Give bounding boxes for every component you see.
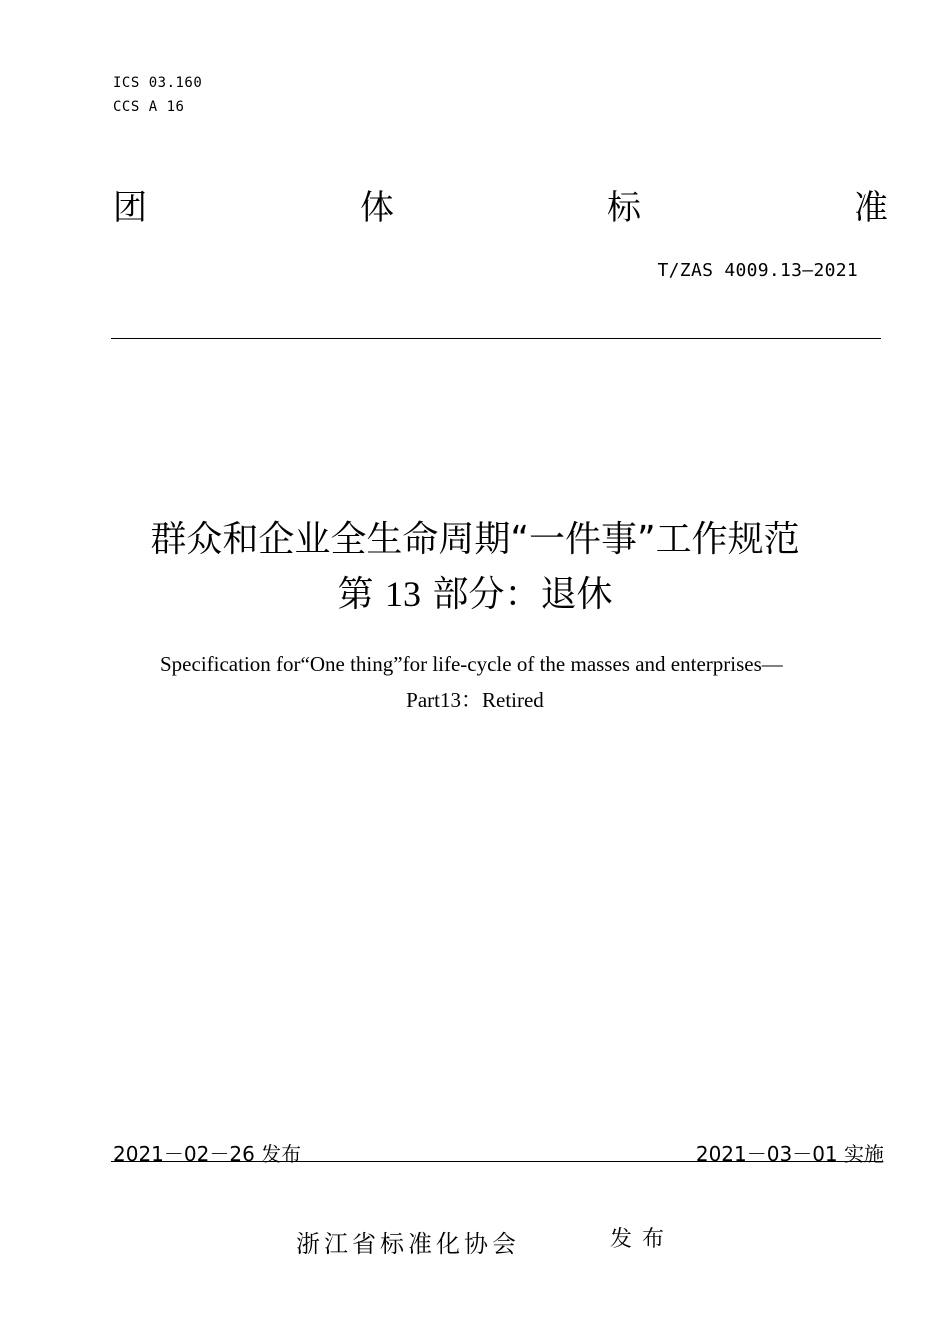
part-suffix: 部分：退休: [421, 574, 613, 615]
part-number: 13: [385, 574, 421, 614]
standard-type-char: 准: [854, 188, 888, 228]
implementation-date: 2021－03－01 实施: [695, 1142, 884, 1166]
document-title: 群众和企业全生命周期“一件事”工作规范: [150, 519, 800, 560]
publisher-name: 浙江省标准化协会: [296, 1230, 520, 1258]
english-title-line1: Specification for“One thing”for life-cycle of the masses and enterprises—: [160, 652, 783, 676]
ccs-code: CCS A 16: [113, 99, 185, 115]
standard-code: T/ZAS 4009.13—2021: [657, 260, 858, 281]
standard-type-heading: [113, 186, 888, 230]
publish-label: 发布: [610, 1227, 675, 1252]
header-divider: [111, 338, 881, 339]
date-divider: [111, 1161, 883, 1162]
english-title-line2: Part13：Retired: [406, 688, 544, 712]
ics-code: ICS 03.160: [113, 75, 203, 91]
standard-type-char: 团: [113, 188, 147, 228]
publish-date: 2021－02－26 发布: [113, 1142, 302, 1166]
part-prefix: 第: [337, 574, 385, 615]
standard-type-char: 标: [607, 188, 641, 228]
part-title: [0, 570, 950, 619]
standard-type-char: 体: [360, 188, 394, 228]
